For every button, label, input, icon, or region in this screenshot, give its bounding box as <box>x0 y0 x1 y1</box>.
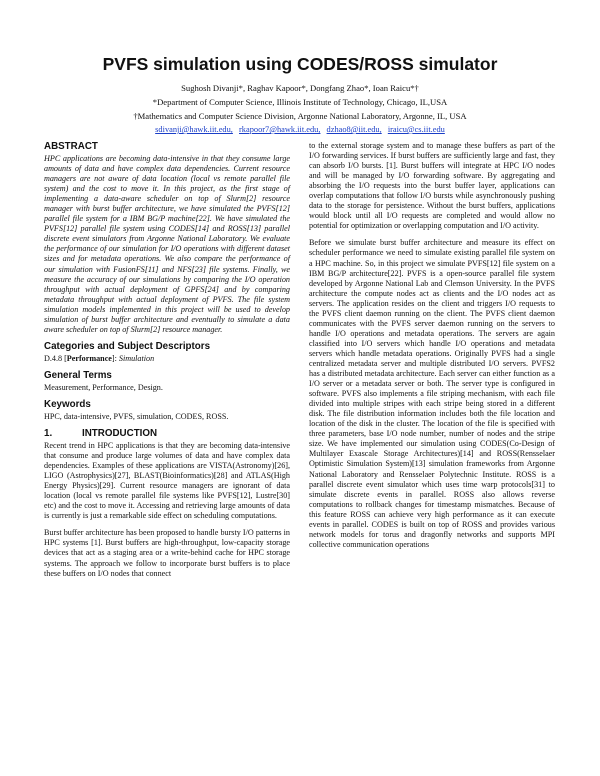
general-terms-heading: General Terms <box>44 369 112 381</box>
abstract-text: HPC applications are becoming data-intensive in that they consume large amounts of data and have complex data dependencies. Current resource managers are not aware of data location (local vs remote parallel file system) and the cost to move it. In this project, as the first stage of implementing a data-aware scheduler on top of Slurm[2] resource manager with burst buffer architecture, we have simulated the PVFS[12] parallel file system for a IBM BG/P machine[22]. We have simulated the PVFS[12] parallel file system using CODES[14] and ROSS[13] parallel discrete event simulators from Argonne National Laboratory. We evaluate the performance of our simulation for I/O operations with different dataset sizes and for metadata operations. We also compare the performance of our simulation with FusionFS[11] and NFS[23] file systems. Finally, we measure the accuracy of our simulations by comparing the I/O operation throughput with actual deployment of GPFS[24] and by comparing metadata throughput with actual deployment of PVFS. The file system simulation models implemented in this project will be used to develop simulation of burst buffer architecture and eventually to simulate a data aware scheduler on top of Slurm[2] resource manager. <box>44 154 290 334</box>
affiliation-2: †Mathematics and Computer Science Division, Argonne National Laboratory, Argonne, IL, USA <box>133 111 467 121</box>
intro-paragraph-1: Recent trend in HPC applications is that they are becoming data-intensive that consume and produce large volumes of data and have complex data dependencies. Examples of these applications are VISTA(Astronomy)[26], LIGO (Astrophysics)[27], BLAST(Bioinformatics)[28] and ATLAS(High Energy Physics)[29]. Current resource managers are ignorant of data location (local vs remote parallel file systems like PVFS[12], Lustre[30] etc) and the cost to move it. Accessing and retrieving large amounts of data is currently is just a remarkable side effect on scheduling computations. <box>44 440 290 521</box>
category-code: D.4.8 [ <box>44 353 67 363</box>
paper-title: PVFS simulation using CODES/ROSS simulator <box>102 54 498 74</box>
right-paragraph-1: to the external storage system and to manage these buffers as part of the I/O forwarding services. If burst buffers are sufficiently large and fast, they can absorb I/O bursts. [1]. Burst buffers will integrate at HPC I/O nodes and will be managed by I/O forwarding software. By aggregating and absorbing the I/O requests into the burst buffer layer, applications can overlap computations that follow I/O bursts while asynchronously pushing data to the storage for persistence. Without the burst buffers, applications would block until all I/O requests are completed and would allow no potential for optimization or overlapping computation and I/O activity. <box>309 141 555 231</box>
introduction-heading <box>44 428 290 440</box>
email-link[interactable]: rkapoor7@hawk.iit.edu, <box>239 125 321 134</box>
section-title: INTRODUCTION <box>82 427 158 439</box>
affiliation-1: *Department of Computer Science, Illinois Institute of Technology, Chicago, IL,USA <box>152 97 448 107</box>
section-number: 1. <box>44 427 53 439</box>
author-emails <box>0 125 600 134</box>
author-list: Sughosh Divanji*, Raghav Kapoor*, Dongfang Zhao*, Ioan Raicu*† <box>181 83 419 93</box>
right-column <box>309 141 555 550</box>
intro-paragraph-2: Burst buffer architecture has been proposed to handle bursty I/O patterns in HPC systems [1]. Burst buffers are high-throughput, low-capacity storage devices that act as a staging area or a write-behind cache for HPC storage systems. The approach we follow to incorporate burst buffers is to place these buffers on I/O nodes that connect <box>44 528 290 578</box>
abstract-heading: ABSTRACT <box>44 141 98 152</box>
keywords-heading: Keywords <box>44 398 91 410</box>
keywords-text: HPC, data-intensive, PVFS, simulation, CODES, ROSS. <box>44 411 229 421</box>
categories-heading: Categories and Subject Descriptors <box>44 340 211 352</box>
category-mid: ]: <box>111 353 119 363</box>
category-italic: Simulation <box>118 353 155 363</box>
category-bold: Performance <box>66 353 112 363</box>
email-link[interactable]: dzhao8@iit.edu, <box>326 125 382 134</box>
email-link[interactable]: iraicu@cs.iit.edu <box>387 125 445 134</box>
left-column <box>44 141 290 579</box>
categories-text <box>44 354 290 364</box>
email-link[interactable]: sdivanji@hawk.iit.edu, <box>155 125 233 134</box>
right-paragraph-2: Before we simulate burst buffer architecture and measure its effect on scheduler performance we need to simulate existing parallel file system on a HPC machine. So, in this project we simulate PVFS[12] file system on a IBM BG/P architecture[22]. PVFS is a open-source parallel file system developed by Argonne National Lab and Clemson University. In the PVFS architecture the compute nodes act as clients and the I/O nodes act as servers. The application resides on the client and triggers I/O requests to the PVFS client daemon running on the client. The PVFS client daemon communicates with the PVFS server daemon running on the servers to handle I/O operations and metadata operations. The servers are again classified into I/O servers which handle I/O operations and metadata servers which handle metadata operations. Originally PVFS had a single centralized metadata server and multiple distributed I/O servers. PVFS2 has a distributed metadata architecture. Each server can either function as a I/O server or a metadata server or both. The server type is configured in software. PVFS also implements a file striping mechanism, with each file divided into multiple stripes with each stripe being stored in a different disk. The file distribution information includes both the file location and location of the disk in the cluster. The location of the file is specified with three parameters, base I/O node number, number of nodes and the stripe size. We have implemented our simulation using CODES(Co-Design of Multilayer Exascale Storage Architectures)[14] and ROSS(Rensselaer Optimistic Simulation System)[13] simulation frameworks from Argonne National Laboratory and Rensselaer Polytechnic Institute. ROSS is a parallel discrete event simulator which uses time warp protocols[31] to simulate discrete events in parallel. ROSS also allows reverse computations to rollback changes for timestamp mismatches. Because of this feature ROSS can achieve very high performance as it can execute events in parallel. CODES is built on top of ROSS and provides various network models for torus and dragonfly networks and supports MPI collective communication operations <box>309 238 555 549</box>
general-terms-text: Measurement, Performance, Design. <box>44 382 163 392</box>
